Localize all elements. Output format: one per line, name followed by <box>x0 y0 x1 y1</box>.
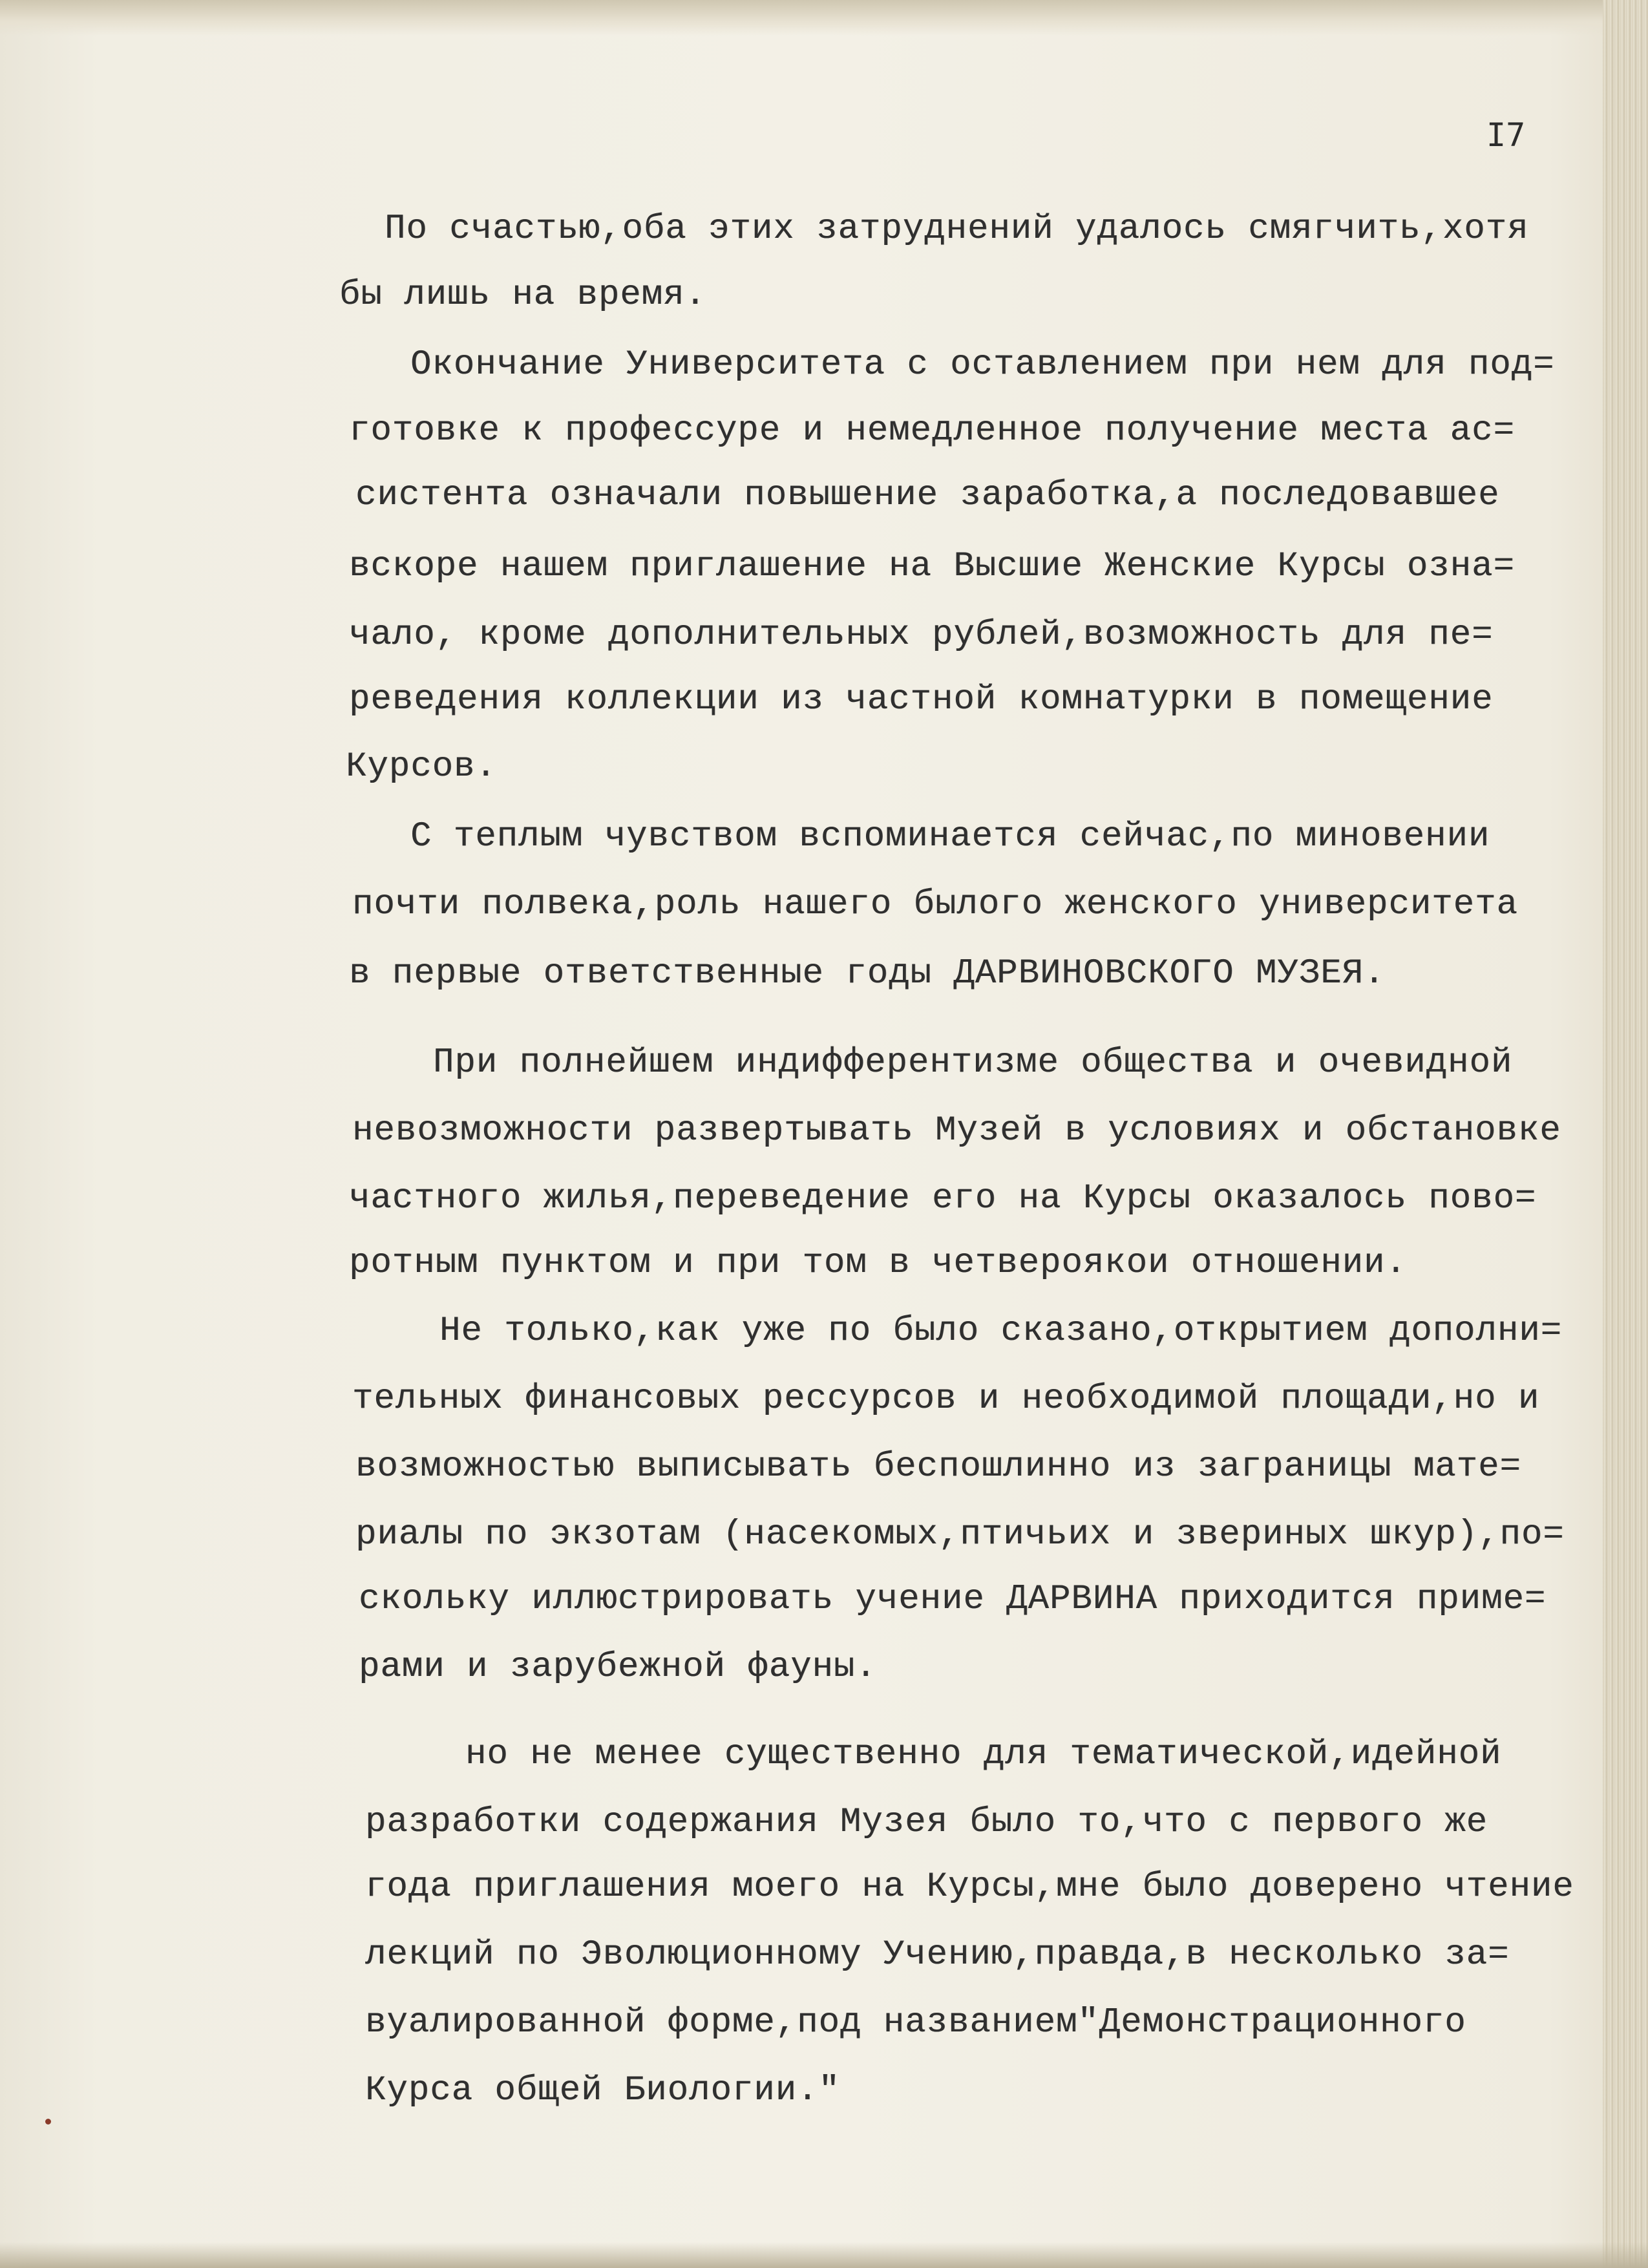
text-line: вуалированной форме,под названием"Демонстрационного <box>365 2003 1466 2042</box>
text-line: в первые ответственные годы ДАРВИНОВСКОГО МУЗЕЯ. <box>349 954 1386 993</box>
text-line: скольку иллюстрировать учение ДАРВИНА приходится приме= <box>359 1580 1547 1619</box>
text-line: реведения коллекции из частной комнатурки в помещение <box>349 680 1494 719</box>
text-line: почти полвека,роль нашего былого женского университета <box>352 885 1518 924</box>
text-line: риалы по экзотам (насекомых,птичьих и звериных шкур),по= <box>355 1515 1565 1554</box>
text-line: частного жилья,переведение его на Курсы оказалось пово= <box>349 1179 1537 1218</box>
text-line: готовке к профессуре и немедленное получение места ас= <box>349 411 1515 450</box>
text-line: тельных финансовых рессурсов и необходимой площади,но и <box>352 1379 1540 1419</box>
text-line: бы лишь на время. <box>339 275 706 315</box>
text-line: Окончание Университета с оставлением при нем для под= <box>410 345 1555 385</box>
text-line: Не только,как уже по было сказано,открытием дополни= <box>439 1311 1563 1351</box>
paper-bottom-edge <box>0 2242 1648 2268</box>
text-line: вскоре нашем приглашение на Высшие Женские Курсы озна= <box>349 547 1515 586</box>
text-line: невозможности развертывать Музей в условиях и обстановке <box>352 1111 1561 1150</box>
text-line: года приглашения моего на Курсы,мне было доверено чтение <box>365 1867 1574 1907</box>
text-line: чало, кроме дополнительных рублей,возможность для пе= <box>349 615 1494 655</box>
page-number: I7 <box>1486 116 1526 154</box>
text-line: возможностью выписывать беспошлинно из заграницы мате= <box>355 1447 1521 1487</box>
text-line: разработки содержания Музея было то,что с первого же <box>365 1803 1488 1842</box>
text-line: ротным пунктом и при том в четвероякои отношении. <box>349 1244 1407 1283</box>
text-line: Курса общей Биологии." <box>365 2071 840 2110</box>
text-line: С теплым чувством вспоминается сейчас,по миновении <box>410 817 1490 856</box>
text-line: но не менее существенно для тематической,идейной <box>465 1735 1502 1774</box>
text-line: При полнейшем индифферентизме общества и очевидной <box>433 1043 1513 1083</box>
text-line: Курсов. <box>346 747 497 787</box>
text-line: систента означали повышение заработка,а последовавшее <box>355 476 1500 515</box>
paper-stack-edge <box>1603 0 1648 2268</box>
text-line: По счастью,оба этих затруднений удалось смягчить,хотя <box>385 209 1529 249</box>
text-line: рами и зарубежной фауны. <box>359 1648 877 1687</box>
paper-top-edge <box>0 0 1648 36</box>
text-line: лекций по Эволюционному Учению,правда,в несколько за= <box>365 1935 1510 1975</box>
ink-spot <box>45 2119 51 2125</box>
